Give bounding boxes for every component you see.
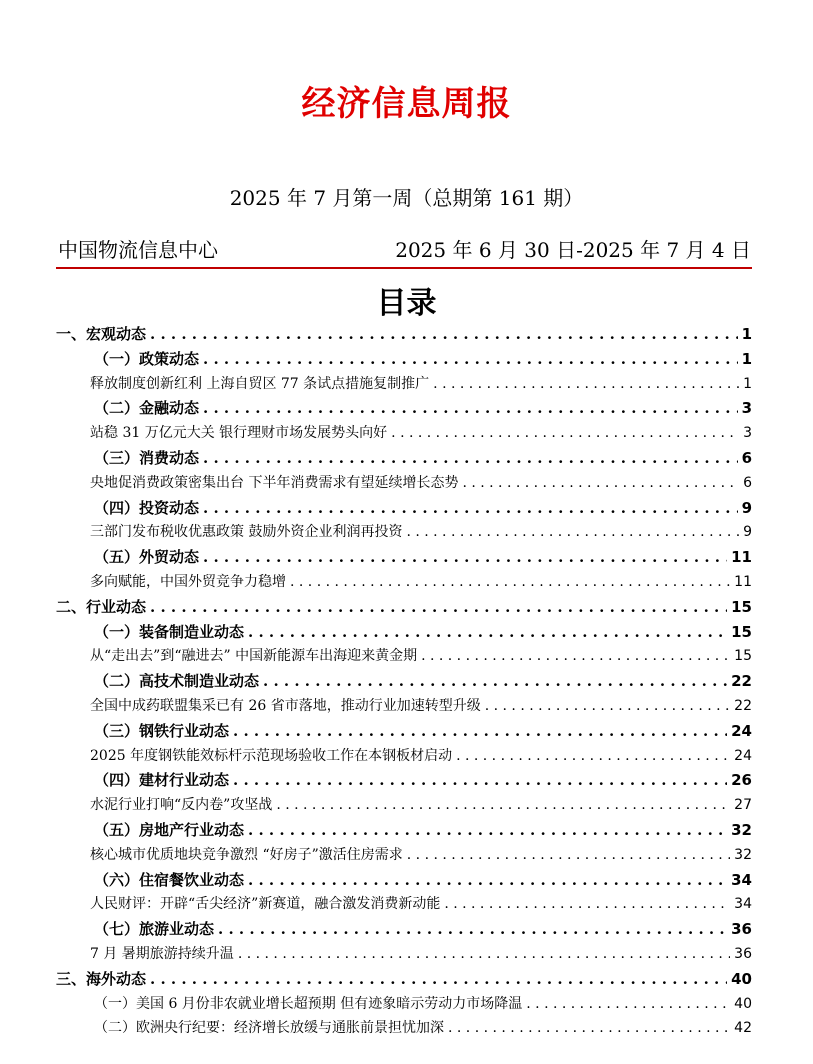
toc-entry-label: （五）房地产行业动态 [94, 820, 245, 839]
toc-leader-dots [448, 1016, 730, 1041]
toc-entry-label: （四）投资动态 [94, 498, 200, 517]
toc-entry[interactable] [56, 843, 752, 868]
toc-entry[interactable] [56, 372, 752, 397]
toc-entry-label: 二、行业动态 [56, 597, 147, 616]
toc-entry[interactable] [56, 892, 752, 917]
toc-entry-label: 释放制度创新红利 上海自贸区 77 条试点措施复制推广 [90, 375, 430, 392]
toc-entry[interactable] [56, 768, 752, 793]
toc-leader-dots [391, 421, 739, 446]
toc-leader-dots [203, 446, 738, 471]
toc-page-number: 32 [734, 846, 752, 863]
toc-entry[interactable] [56, 744, 752, 769]
toc-page-number: 42 [734, 1020, 752, 1037]
toc-entry-label: 三、海外动态 [56, 969, 147, 988]
toc-page-number: 11 [734, 573, 752, 590]
organization-name: 中国物流信息中心 [58, 238, 218, 262]
issue-line: 2025 年 7 月第一周（总期第 161 期） [229, 186, 584, 210]
toc-entry-label: （五）外贸动态 [94, 548, 200, 567]
toc-entry[interactable] [56, 1016, 752, 1041]
toc-page-number: 6 [743, 474, 752, 491]
table-of-contents [56, 322, 752, 1041]
toc-leader-dots [248, 818, 727, 843]
toc-entry-label: （二）欧洲央行纪要：经济增长放缓与通胀前景担忧加深 [94, 1020, 444, 1037]
toc-leader-dots [407, 843, 730, 868]
toc-page-number: 1 [743, 375, 752, 392]
toc-entry-label: 7 月 暑期旅游持续升温 [90, 945, 234, 962]
toc-leader-dots [150, 595, 727, 620]
date-range: 2025 年 6 月 30 日-2025 年 7 月 4 日 [395, 238, 751, 262]
toc-page-number: 1 [741, 349, 752, 368]
toc-entry-label: 人民财评：开辟“舌尖经济”新赛道，融合激发消费新动能 [90, 896, 441, 913]
toc-page-number: 24 [731, 721, 752, 740]
toc-leader-dots [233, 719, 727, 744]
toc-entry-label: 2025 年度钢铁能效标杆示范现场验收工作在本钢板材启动 [90, 747, 453, 764]
toc-leader-dots [238, 942, 730, 967]
toc-entry[interactable] [56, 322, 752, 347]
toc-leader-dots [485, 694, 730, 719]
toc-entry-label: （四）建材行业动态 [94, 771, 230, 790]
toc-page-number: 22 [734, 697, 752, 714]
toc-entry[interactable] [56, 347, 752, 372]
toc-page-number: 3 [743, 425, 752, 442]
toc-page-number: 36 [731, 920, 752, 939]
toc-page-number: 15 [734, 648, 752, 665]
toc-page-number: 32 [731, 820, 752, 839]
toc-entry[interactable] [56, 967, 752, 992]
toc-entry[interactable] [56, 992, 752, 1017]
toc-entry[interactable] [56, 471, 752, 496]
toc-leader-dots [203, 347, 738, 372]
toc-entry[interactable] [56, 719, 752, 744]
toc-entry-label: （三）钢铁行业动态 [94, 721, 230, 740]
toc-entry[interactable] [56, 818, 752, 843]
toc-leader-dots [248, 868, 727, 893]
toc-entry[interactable] [56, 595, 752, 620]
toc-page-number: 22 [731, 672, 752, 691]
toc-entry[interactable] [56, 669, 752, 694]
toc-page-number: 27 [734, 797, 752, 814]
toc-entry-label: （七）旅游业动态 [94, 920, 215, 939]
toc-page-number: 6 [741, 448, 752, 467]
toc-page-number: 11 [731, 548, 752, 567]
toc-leader-dots [263, 669, 727, 694]
toc-entry-label: （二）高技术制造业动态 [94, 672, 260, 691]
toc-page-number: 1 [741, 325, 752, 343]
toc-entry-label: 全国中成药联盟集采已有 26 省市落地，推动行业加速转型升级 [90, 697, 481, 714]
toc-entry-label: （一）美国 6 月份非农就业增长超预期 但有迹象暗示劳动力市场降温 [94, 995, 523, 1012]
toc-entry[interactable] [56, 868, 752, 893]
toc-entry-label: （一）装备制造业动态 [94, 622, 245, 641]
toc-leader-dots [150, 967, 727, 992]
toc-leader-dots [233, 768, 727, 793]
toc-page-number: 24 [734, 747, 752, 764]
toc-entry-label: （二）金融动态 [94, 399, 200, 418]
toc-page-number: 34 [731, 870, 752, 889]
toc-leader-dots [433, 372, 739, 397]
toc-page-number: 3 [741, 399, 752, 418]
toc-entry[interactable] [56, 446, 752, 471]
toc-page-number: 9 [741, 498, 752, 517]
toc-leader-dots [203, 496, 738, 521]
toc-entry-label: 核心城市优质地块竞争激烈 “好房子”激活住房需求 [90, 846, 403, 863]
toc-leader-dots [203, 545, 727, 570]
toc-page-number: 15 [731, 597, 752, 616]
toc-entry[interactable] [56, 396, 752, 421]
toc-entry-label: 水泥行业打响“反内卷”攻坚战 [90, 797, 273, 814]
report-title: 经济信息周报 [301, 84, 512, 124]
toc-entry-label: 一、宏观动态 [56, 325, 147, 343]
toc-entry[interactable] [56, 496, 752, 521]
toc-entry-label: （六）住宿餐饮业动态 [94, 870, 245, 889]
toc-leader-dots [406, 520, 739, 545]
toc-leader-dots [150, 322, 738, 347]
toc-entry[interactable] [56, 644, 752, 669]
toc-entry-label: 三部门发布税收优惠政策 鼓励外资企业利润再投资 [90, 524, 403, 541]
toc-leader-dots [462, 471, 739, 496]
toc-entry-label: （三）消费动态 [94, 448, 200, 467]
toc-page-number: 40 [734, 995, 752, 1012]
toc-page-number: 9 [743, 524, 752, 541]
toc-leader-dots [290, 570, 730, 595]
toc-entry[interactable] [56, 570, 752, 595]
toc-leader-dots [203, 396, 738, 421]
toc-page-number: 34 [734, 896, 752, 913]
toc-entry[interactable] [56, 520, 752, 545]
toc-entry-label: 央地促消费政策密集出台 下半年消费需求有望延续增长态势 [90, 474, 459, 491]
toc-leader-dots [218, 917, 727, 942]
toc-leader-dots [276, 793, 730, 818]
toc-page-number: 36 [734, 945, 752, 962]
toc-leader-dots [526, 992, 730, 1017]
toc-entry-label: （一）政策动态 [94, 349, 200, 368]
toc-heading: 目录 [376, 286, 437, 321]
toc-leader-dots [456, 744, 730, 769]
toc-entry[interactable] [56, 917, 752, 942]
toc-leader-dots [421, 644, 730, 669]
toc-page-number: 40 [731, 969, 752, 988]
toc-entry[interactable] [56, 620, 752, 645]
toc-entry[interactable] [56, 793, 752, 818]
toc-entry[interactable] [56, 694, 752, 719]
toc-leader-dots [444, 892, 730, 917]
toc-leader-dots [248, 620, 727, 645]
toc-page-number: 26 [731, 771, 752, 790]
toc-entry-label: 从“走出去”到“融进去” 中国新能源车出海迎来黄金期 [90, 648, 418, 665]
toc-entry[interactable] [56, 942, 752, 967]
toc-entry-label: 多向赋能，中国外贸竞争力稳增 [90, 573, 286, 590]
toc-entry-label: 站稳 31 万亿元大关 银行理财市场发展势头向好 [90, 425, 388, 442]
header-divider [56, 267, 752, 269]
toc-page-number: 15 [731, 622, 752, 641]
toc-entry[interactable] [56, 545, 752, 570]
toc-entry[interactable] [56, 421, 752, 446]
